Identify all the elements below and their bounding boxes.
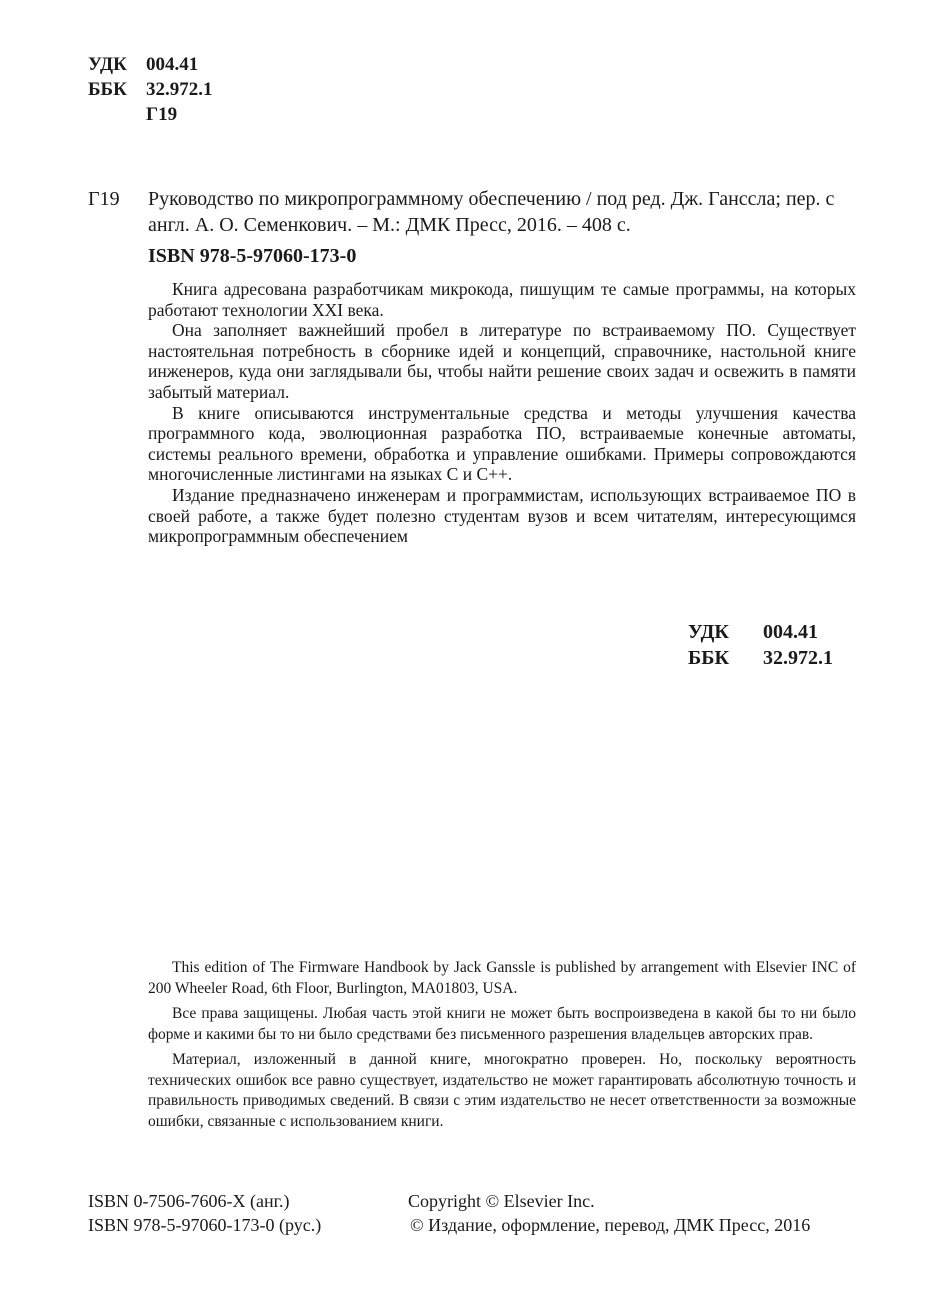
annotation-paragraph: Издание предназначено инженерам и программистам, использующих встраиваемое ПО в своей работе, а также будет полезно студентам вузов и всем читателям, интересующимся микропрограммным обеспечением	[148, 484, 856, 547]
bibliography-text: Руководство по микропрограммному обеспечению / под ред. Дж. Ганссла; пер. с англ. А. О. Семенкович. – М.: ДМК Пресс, 2016. – 408 с.	[148, 188, 835, 236]
bbk-label: ББК	[88, 79, 127, 100]
copyright-original: Copyright © Elsevier Inc.	[408, 1191, 595, 1211]
author-mark: Г19	[146, 104, 178, 125]
bbk-row-bottom	[688, 645, 833, 671]
classification-top	[88, 52, 213, 127]
bbk-label-bottom: ББК	[688, 647, 729, 669]
annotation-paragraph: Она заполняет важнейший пробел в литературе по встраиваемому ПО. Существует настоятельная потребность в сборнике идей и концепций, справочнике, настольной книге инженеров, куда они заглядывали бы, чтобы найти решение своих задач и освежить в памяти забытый материал.	[148, 320, 856, 402]
rights-paragraph: Материал, изложенный в данной книге, многократно проверен. Но, поскольку вероятность технических ошибок все равно существует, издательство не может гарантировать абсолютную точность и правильность приводимых сведений. В связи с этим издательство не несет ответственности за возможные ошибки, связанные с использованием книги.	[148, 1051, 856, 1130]
rights-paragraph: This edition of The Firmware Handbook by Jack Ganssle is published by arrangement with Elsevier INC of 200 Wheeler Road, 6th Floor, Burlington, MA01803, USA.	[148, 959, 856, 997]
udk-label-bottom: УДК	[688, 621, 729, 643]
annotation-paragraph: Книга адресована разработчикам микрокода, пишущим те самые программы, на которых работают технологии XXI века.	[148, 279, 856, 320]
bbk-value: 32.972.1	[146, 79, 213, 100]
rights-paragraph: Все права защищены. Любая часть этой книги не может быть воспроизведена в какой бы то ни было форме и какими бы то ни было средствами без письменного разрешения владельцев авторских прав.	[148, 1005, 856, 1043]
bbk-value-bottom: 32.972.1	[763, 647, 833, 669]
footer-copyright	[408, 1189, 810, 1237]
rights-notice	[148, 958, 856, 1137]
udk-label: УДК	[88, 54, 127, 75]
udk-row-bottom	[688, 619, 833, 645]
isbn-main: ISBN 978-5-97060-173-0	[148, 245, 357, 267]
classification-bottom	[688, 619, 833, 671]
annotation-paragraph: В книге описываются инструментальные средства и методы улучшения качества программного кода, эволюционная разработка ПО, встраиваемые конечные автоматы, системы реального времени, обработка и управление ошибками. Примеры сопровождаются многочисленные листингами на языках C и C++.	[148, 402, 856, 485]
bbk-row	[88, 77, 213, 102]
copyright-russian: © Издание, оформление, перевод, ДМК Пресс, 2016	[410, 1215, 811, 1235]
udk-value: 004.41	[146, 54, 199, 75]
bibliography-code: Г19	[88, 188, 120, 210]
isbn-original: ISBN 0-7506-7606-X (анг.)	[88, 1191, 290, 1211]
udk-value-bottom: 004.41	[763, 621, 818, 643]
author-mark-row	[88, 102, 213, 127]
annotation	[148, 279, 856, 547]
udk-row	[88, 52, 213, 77]
isbn-russian: ISBN 978-5-97060-173-0 (рус.)	[88, 1215, 322, 1235]
footer-isbns	[88, 1189, 321, 1237]
